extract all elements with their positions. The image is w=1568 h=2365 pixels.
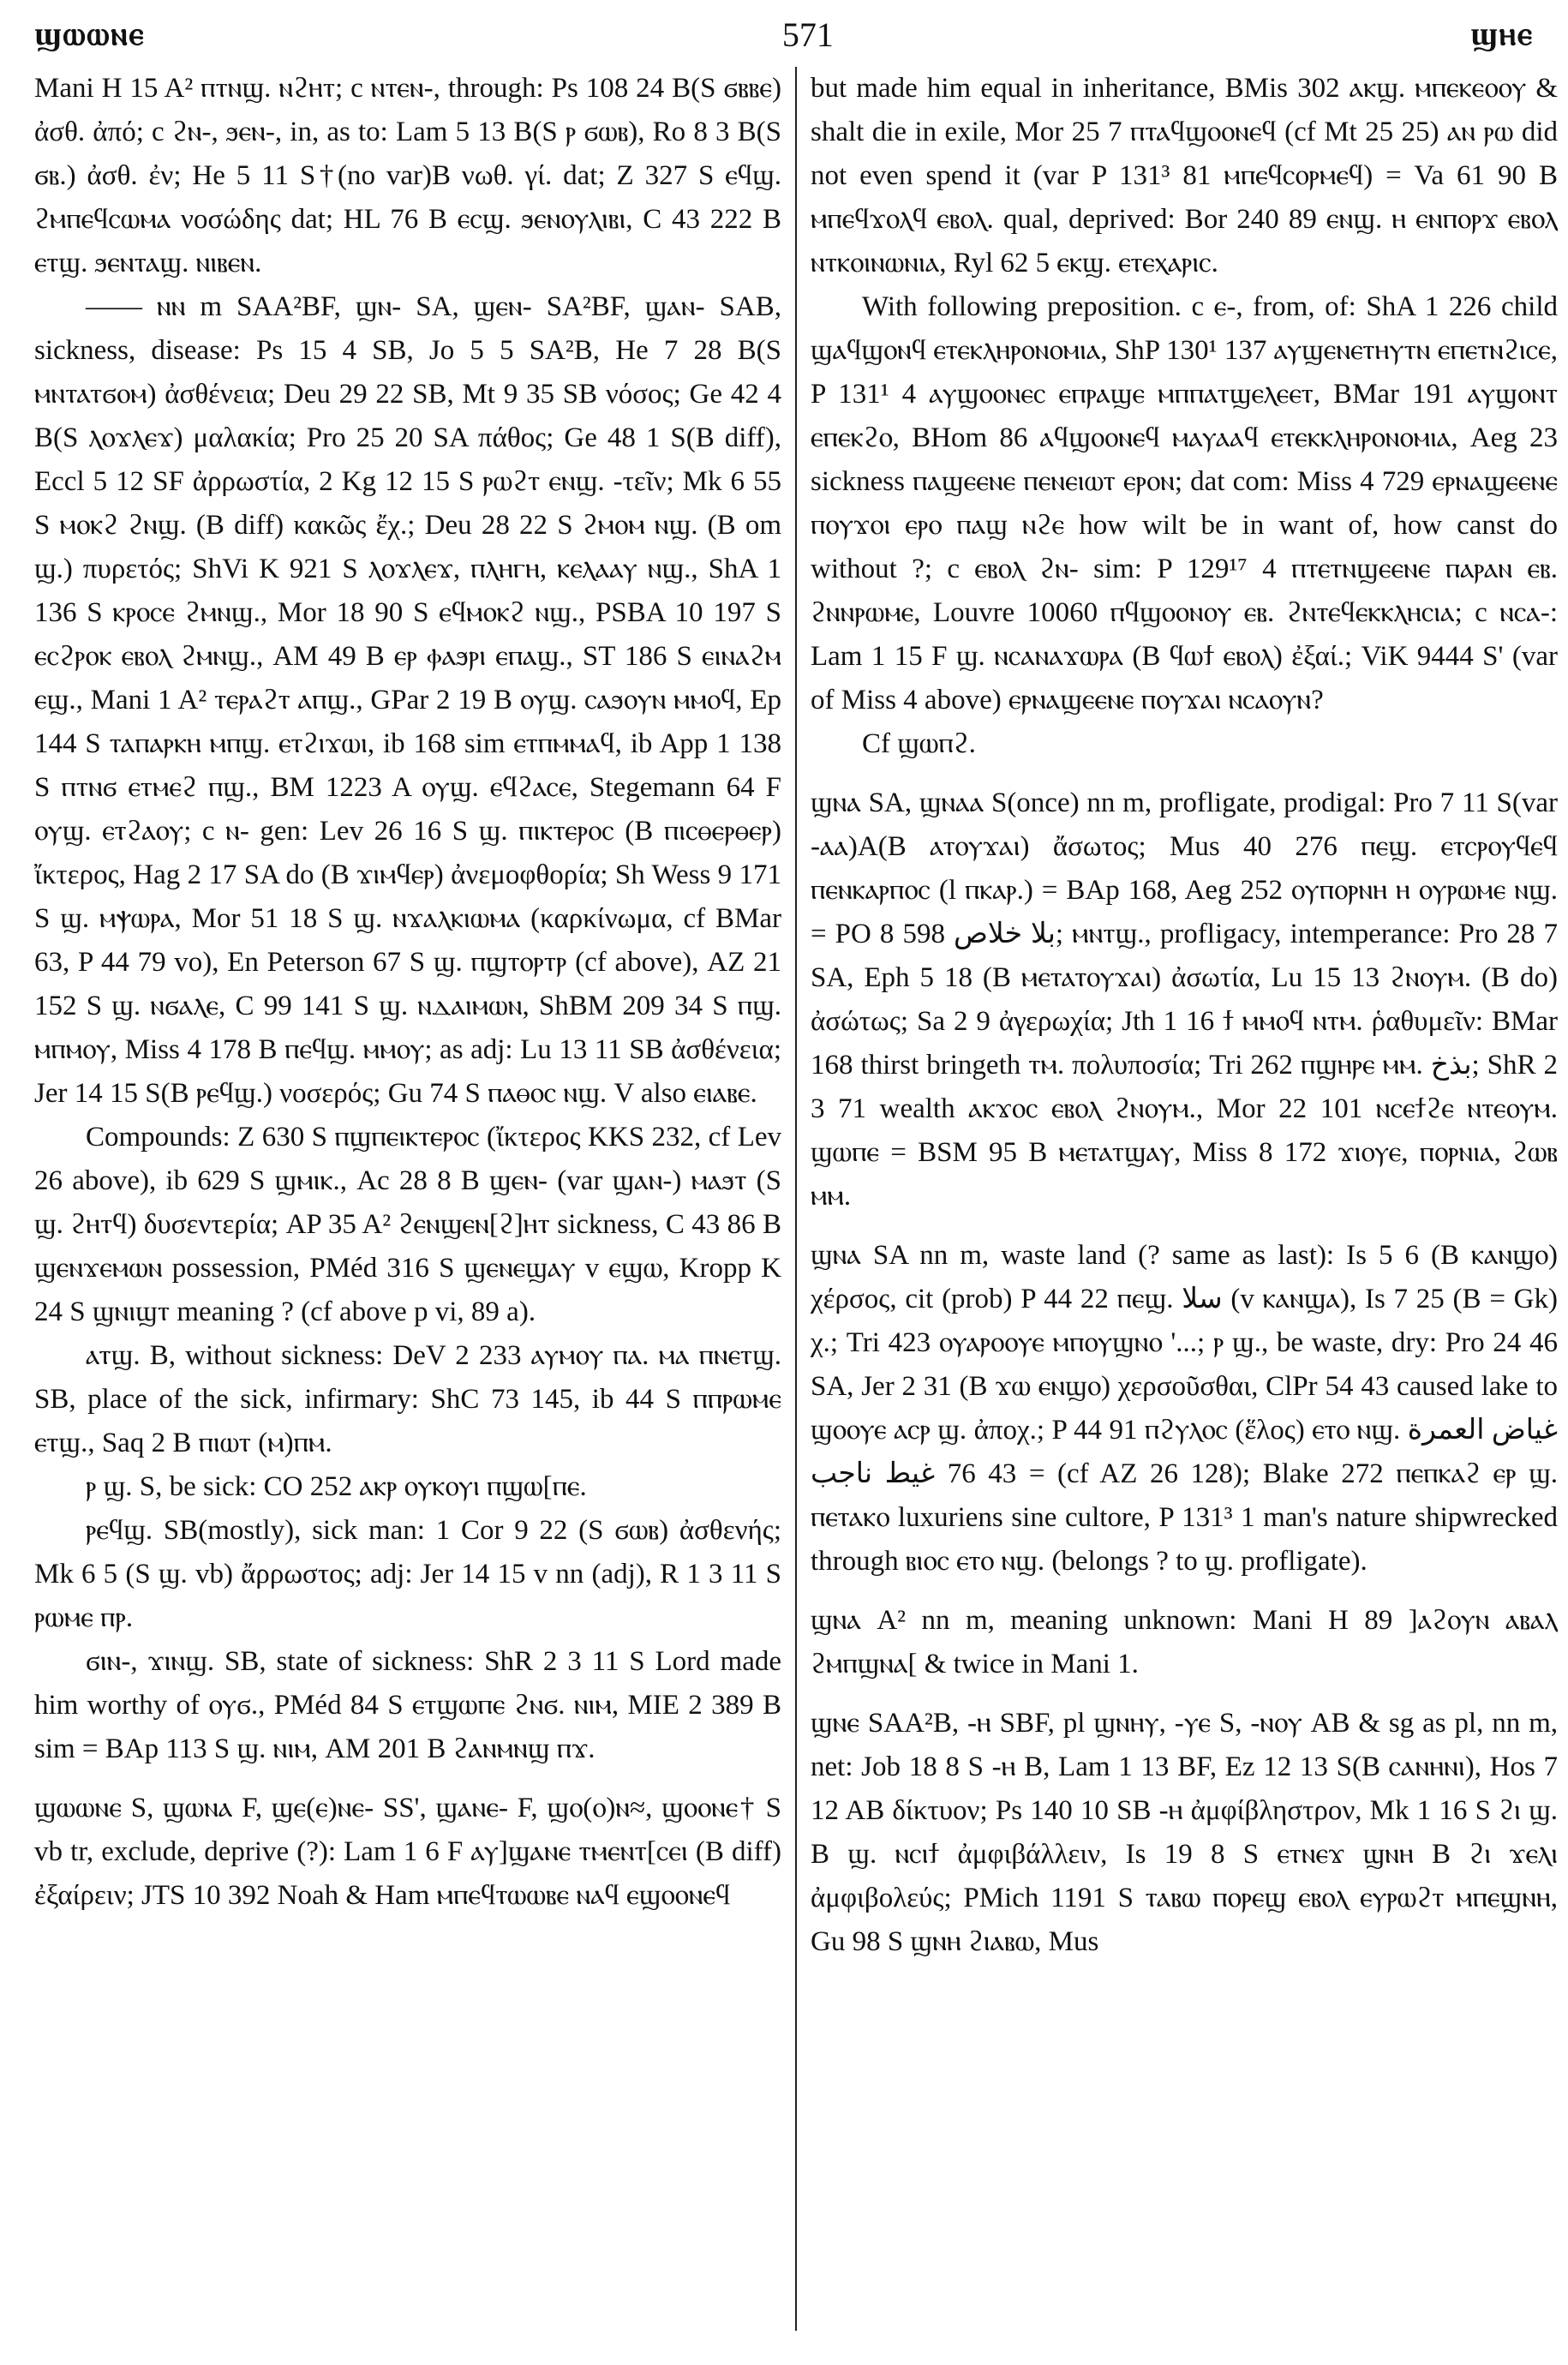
entry-gap	[811, 766, 1558, 781]
left-column	[34, 67, 781, 2331]
entry-paragraph: ϭⲓⲛ-, ϫⲓⲛϣ. SB, state of sickness: ShR 2 3 11 S Lord made him worthy of ⲟⲩϭ., PMéd 84 S ⲉⲧϣⲱⲡⲉ ϩⲛϭ. ⲛⲓⲙ, MIE 2 389 B sim = BAp 113 S ϣ. ⲛⲓⲙ, AM 201 B ϩⲁⲛⲙⲛϣ ⲡϫ.	[34, 1646, 781, 1764]
entry-paragraph: ⲣ ϣ. S, be sick: CO 252 ⲁⲕⲣ ⲟⲩⲕⲟⲩⲓ ⲡϣⲱ[ⲡⲉ.	[86, 1471, 587, 1502]
entry-paragraph: ϣⲛⲉ SAA²B, -ⲏ SBF, pl ϣⲛⲏⲩ, -ⲩⲉ S, -ⲛⲟⲩ AB & sg as pl, nn m, net: Job 18 8 S -ⲏ B, Lam 1 13 BF, Ez 12 13 S(B ⲥⲁⲛⲏⲛⲓ), Hos 7 12 AB δίκτυον; Ps 140 10 SB -ⲏ ἀμφίβληστρον, Mk 1 16 S ϩⲓ ϣ. B ϣ. ⲛⲥⲓϯ ἀμφιβάλλειν, Is 19 8 S ⲉⲧⲛⲉϫ ϣⲛⲏ B ϩⲓ ϫⲉⲗⲓ ἀμφιβολεύς; PMich 1191 S ⲧⲁⲃⲱ ⲡⲟⲣⲉϣ ⲉⲃⲟⲗ ⲉⲩⲣⲱϩⲧ ⲙⲡⲉϣⲛⲏ, Gu 98 S ϣⲛⲏ ϩⲓⲁⲃⲱ, Mus	[811, 1708, 1558, 1957]
entry-paragraph: but made him equal in inheritance, BMis 302 ⲁⲕϣ. ⲙⲡⲉⲕⲉⲟⲟⲩ & shalt die in exile, Mor 25 7 ⲡⲧⲁϥϣⲟⲟⲛⲉϥ (cf Mt 25 25) ⲁⲛ ⲣⲱ did not even spend it (var P 131³ 81 ⲙⲡⲉϥⲥⲟⲣⲙⲉϥ) = Va 61 90 B ⲙⲡⲉϥϫⲟⲗϥ ⲉⲃⲟⲗ. qual, deprived: Bor 240 89 ⲉⲛϣ. ⲏ ⲉⲛⲡⲟⲣϫ ⲉⲃⲟⲗ ⲛⲧⲕⲟⲓⲛⲱⲛⲓⲁ, Ryl 62 5 ⲉⲕϣ. ⲉⲧⲉⲭⲁⲣⲓⲥ.	[811, 73, 1558, 278]
entry-paragraph: ϣⲱⲱⲛⲉ S, ϣⲱⲛⲁ F, ϣⲉ(ⲉ)ⲛⲉ- SS', ϣⲁⲛⲉ- F, ϣⲟ(ⲟ)ⲛ≈, ϣⲟⲟⲛⲉ† S vb tr, exclude, deprive (?): Lam 1 6 F ⲁⲩ]ϣⲁⲛⲉ ⲧⲙⲉⲛⲧ[ⲥⲉⲓ (B diff) ἐξαίρειν; JTS 10 392 Noah & Ham ⲙⲡⲉϥⲧⲱⲱⲃⲉ ⲛⲁϥ ⲉϣⲟⲟⲛⲉϥ	[34, 1793, 781, 1911]
entry-paragraph: ⲁⲧϣ. B, without sickness: DeV 2 233 ⲁⲩⲙⲟⲩ ⲡⲁ. ⲙⲁ ⲡⲛⲉⲧϣ. SB, place of the sick, infirmary: ShC 73 145, ib 44 S ⲡⲡⲣⲱⲙⲉ ⲉⲧϣ., Saq 2 B ⲡⲓⲱⲧ (ⲙ)ⲡⲙ.	[34, 1340, 781, 1458]
right-column	[811, 67, 1558, 2331]
entry-paragraph: ϣⲛⲁ SA nn m, waste land (? same as last): Is 5 6 (B ⲕⲁⲛϣⲟ) χέρσος, cit (prob) P 44 22 ⲡⲉϣ. سلا (v ⲕⲁⲛϣⲁ), Is 7 25 (B = Gk) χ.; Tri 423 ⲟⲩⲁⲣⲟⲟⲩⲉ ⲙⲡⲟⲩϣⲛⲟ '...; ⲣ ϣ., be waste, dry: Pro 24 46 SA, Jer 2 31 (B ϫⲱ ⲉⲛϣⲟ) χερσοῦσθαι, ClPr 54 43 caused lake to ϣⲟⲟⲩⲉ ⲁⲥⲣ ϣ. ἀποχ.; P 44 91 ⲡϩⲩⲗⲟⲥ (ἕλος) ⲉⲧⲟ ⲛϣ. غياض العمرة = 43 76 غيط ناجب (cf AZ 26 128); Blake 272 ⲡⲉⲡⲕⲁϩ ⲉⲣ ϣ. ⲡⲉⲧⲁⲕⲟ luxuriens sine cultore, P 131³ 1 man's nature shipwrecked through ⲃⲓⲟⲥ ⲉⲧⲟ ⲛϣ. (belongs ? to ϣ. profligate).	[811, 1240, 1558, 1577]
entry-paragraph: Cf ϣⲱⲡϩ.	[862, 728, 976, 759]
entry-gap	[811, 1686, 1558, 1702]
page-header	[34, 9, 1534, 60]
header-right-headword: ϣⲏⲉ	[1470, 16, 1534, 52]
entry-paragraph: —— ⲛⲛ m SAA²BF, ϣⲛ- SA, ϣⲉⲛ- SA²BF, ϣⲁⲛ- SAB, sickness, disease: Ps 15 4 SB, Jo 5 5 SA²B, He 7 28 B(S ⲙⲛⲧⲁⲧϭⲟⲙ) ἀσθένεια; Deu 29 22 SB, Mt 9 35 SB νόσος; Ge 42 4 B(S ⲗⲟϫⲗⲉϫ) μαλακία; Pro 25 20 SA πάθος; Ge 48 1 S(B diff), Eccl 5 12 SF ἀρρωστία, 2 Kg 12 15 S ⲣⲱϩⲧ ⲉⲛϣ. -τεῖν; Mk 6 55 S ⲙⲟⲕϩ ϩⲛϣ. (B diff) κακῶς ἔχ.; Deu 28 22 S ϩⲙⲟⲙ ⲛϣ. (B om ϣ.) πυρετός; ShVi K 921 S ⲗⲟϫⲗⲉϫ, ⲡⲗⲏⲅⲏ, ⲕⲉⲗⲁⲁⲩ ⲛϣ., ShA 1 136 S ⲕⲣⲟⲥⲉ ϩⲙⲛϣ., Mor 18 90 S ⲉϥⲙⲟⲕϩ ⲛϣ., PSBA 10 197 S ⲉⲥϩⲣⲟⲕ ⲉⲃⲟⲗ ϩⲙⲛϣ., AM 49 B ⲉⲣ ⲫⲁϧⲣⲓ ⲉⲡⲁϣ., ST 186 S ⲉⲓⲛⲁϩⲙ ⲉϣ., Mani 1 A² ⲧⲉⲣⲁϩⲧ ⲁⲡϣ., GPar 2 19 B ⲟⲩϣ. ⲥⲁϧⲟⲩⲛ ⲙⲙⲟϥ, Ep 144 S ⲧⲁⲡⲁⲣⲕⲏ ⲙⲡϣ. ⲉⲧϩⲓϫⲱⲓ, ib 168 sim ⲉⲧⲡⲙⲙⲁϥ, ib App 1 138 S ⲡⲧⲛϭ ⲉⲧⲙⲉϩ ⲡϣ., BM 1223 A ⲟⲩϣ. ⲉϥϩⲁⲥⲉ, Stegemann 64 F ⲟⲩϣ. ⲉⲧϩⲁⲟⲩ; c ⲛ- gen: Lev 26 16 S ϣ. ⲡⲓⲕⲧⲉⲣⲟⲥ (B ⲡⲓⲥⲑⲉⲣⲑⲉⲣ) ἴκτερος, Hag 2 17 SA do (B ϫⲓⲙϥⲉⲣ) ἀνεμοφθορία; Sh Wess 9 171 S ϣ. ⲙⲯⲱⲣⲁ, Mor 51 18 S ϣ. ⲛϫⲁⲗⲕⲓⲱⲙⲁ (καρκίνωμα, cf BMar 63, P 44 79 vo), En Peterson 67 S ϣ. ⲡϣⲧⲟⲣⲧⲣ (cf above), AZ 21 152 S ϣ. ⲛϭⲁⲗⲉ, C 99 141 S ϣ. ⲛⲇⲁⲓⲙⲱⲛ, ShBM 209 34 S ⲡϣ. ⲙⲡⲙⲟⲩ, Miss 4 178 B ⲡⲉϥϣ. ⲙⲙⲟⲩ; as adj: Lu 13 11 SB ἀσθένεια; Jer 14 15 S(B ⲣⲉϥϣ.) νοσερός; Gu 74 S ⲡⲁⲑⲟⲥ ⲛϣ. V also ⲉⲓⲁⲃⲉ.	[34, 291, 781, 1109]
entry-paragraph: Compounds: Z 630 S ⲡϣⲡⲉⲓⲕⲧⲉⲣⲟⲥ (ἴκτερος KKS 232, cf Lev 26 above), ib 629 S ϣⲙⲓⲕ., Ac 28 8 B ϣⲉⲛ- (var ϣⲁⲛ-) ⲙⲁϧⲧ (S ϣ. ϩⲏⲧϥ) δυσεντερία; AP 35 A² ϩⲉⲛϣⲉⲛ[ϩ]ⲏⲧ sickness, C 43 86 B ϣⲉⲛϫⲉⲙⲱⲛ possession, PMéd 316 S ϣⲉⲛⲉϣⲁⲩ v ⲉϣⲱ, Kropp K 24 S ϣⲛⲓϣⲧ meaning ? (cf above p vi, 89 a).	[34, 1122, 781, 1327]
entry-paragraph: With following preposition. c ⲉ-, from, of: ShA 1 226 child ϣⲁϥϣⲟⲛϥ ⲉⲧⲉⲕⲗⲏⲣⲟⲛⲟⲙⲓⲁ, ShP 130¹ 137 ⲁⲩϣⲉⲛⲉⲧⲏⲩⲧⲛ ⲉⲡⲉⲧⲛϩⲓⲥⲉ, P 131¹ 4 ⲁⲩϣⲟⲟⲛⲉⲥ ⲉⲡⲣⲁϣⲉ ⲙⲡⲡⲁⲧϣⲉⲗⲉⲉⲧ, BMar 191 ⲁⲩϣⲟⲛⲧ ⲉⲡⲉⲕϩⲟ, BHom 86 ⲁϥϣⲟⲟⲛⲉϥ ⲙⲁⲩⲁⲁϥ ⲉⲧⲉⲕⲕⲗⲏⲣⲟⲛⲟⲙⲓⲁ, Aeg 23 sickness ⲡⲁϣⲉⲉⲛⲉ ⲡⲉⲛⲉⲓⲱⲧ ⲉⲣⲟⲛ; dat com: Miss 4 729 ⲉⲣⲛⲁϣⲉⲉⲛⲉ ⲡⲟⲩϫⲟⲓ ⲉⲣⲟ ⲡⲁϣ ⲛϩⲉ how wilt be in want of, how canst do without ?; c ⲉⲃⲟⲗ ϩⲛ- sim: P 129¹⁷ 4 ⲡⲧⲉⲧⲛϣⲉⲉⲛⲉ ⲡⲁⲣⲁⲛ ⲉⲃ. ϩⲛⲛⲣⲱⲙⲉ, Louvre 10060 ⲡϥϣⲟⲟⲛⲟⲩ ⲉⲃ. ϩⲛⲧⲉϥⲉⲕⲕⲗⲏⲥⲓⲁ; c ⲛⲥⲁ-: Lam 1 15 F ϣ. ⲛⲥⲁⲛⲁϫⲱⲣⲁ (B ϥⲱϯ ⲉⲃⲟⲗ) ἐξαί.; ViK 9444 S' (var of Miss 4 above) ⲉⲣⲛⲁϣⲉⲉⲛⲉ ⲡⲟⲩϫⲁⲓ ⲛⲥⲁⲟⲩⲛ?	[811, 291, 1558, 715]
entry-gap	[34, 1771, 781, 1787]
column-divider	[795, 67, 797, 2331]
entry-paragraph: Mani H 15 A² ⲡⲧⲛϣ. ⲛϩⲏⲧ; c ⲛⲧⲉⲛ-, through: Ps 108 24 B(S ϭⲃⲃⲉ) ἀσθ. ἀπό; c ϩⲛ-, ϧⲉⲛ-, in, as to: Lam 5 13 B(S ⲣ ϭⲱⲃ), Ro 8 3 B(S ϭⲃ.) ἀσθ. ἐν; He 5 11 S†(no var)B νωθ. γί. dat; Z 327 S ⲉϥϣ. ϩⲙⲡⲉϥⲥⲱⲙⲁ νοσώδης dat; HL 76 B ⲉⲥϣ. ϧⲉⲛⲟⲩⲗⲓⲃⲓ, C 43 222 B ⲉⲧϣ. ϧⲉⲛⲧⲁϣ. ⲛⲓⲃⲉⲛ.	[34, 73, 781, 278]
entry-gap	[811, 1584, 1558, 1599]
entry-paragraph: ϣⲛⲁ A² nn m, meaning unknown: Mani H 89 ]ⲁϩⲟⲩⲛ ⲁⲃⲁⲗ ϩⲙⲡϣⲛⲁ[ & twice in Mani 1.	[811, 1605, 1558, 1679]
entry-paragraph: ⲣⲉϥϣ. SB(mostly), sick man: 1 Cor 9 22 (S ϭⲱⲃ) ἀσθενής; Mk 6 5 (S ϣ. vb) ἄρρωστος; adj: Jer 14 15 v nn (adj), R 1 3 11 S ⲣⲱⲙⲉ ⲡⲣ.	[34, 1515, 781, 1633]
entry-gap	[811, 1218, 1558, 1234]
entry-paragraph: ϣⲛⲁ SA, ϣⲛⲁⲁ S(once) nn m, profligate, prodigal: Pro 7 11 S(var -ⲁⲁ)A(B ⲁⲧⲟⲩϫⲁⲓ) ἄσωτος; Mus 40 276 ⲡⲉϣ. ⲉⲧⲥⲣⲟⲩϥⲉϥ ⲡⲉⲛⲕⲁⲣⲡⲟⲥ (l ⲡⲕⲁⲣ.) = BAp 168, Aeg 252 ⲟⲩⲡⲟⲣⲛⲏ ⲏ ⲟⲩⲣⲱⲙⲉ ⲛϣ. = PO 8 598 بلا خلاص; ⲙⲛⲧϣ., profligacy, intemperance: Pro 28 7 SA, Eph 5 18 (B ⲙⲉⲧⲁⲧⲟⲩϫⲁⲓ) ἀσωτία, Lu 15 13 ϩⲛⲟⲩⲙ. (B do) ἀσώτως; Sa 2 9 ἀγερωχία; Jth 1 16 ϯ ⲙⲙⲟϥ ⲛⲧⲙ. ῥαθυμεῖν: BMar 168 thirst bringeth ⲧⲙ. πολυποσία; Tri 262 ⲡϣⲏⲣⲉ ⲙⲙ. بذخ; ShR 2 3 71 wealth ⲁⲕϫⲟⲥ ⲉⲃⲟⲗ ϩⲛⲟⲩⲙ., Mor 22 101 ⲛⲥⲉϯϩⲉ ⲛⲧⲉⲟⲩⲙ. ϣⲱⲡⲉ = BSM 95 B ⲙⲉⲧⲁⲧϣⲁⲩ, Miss 8 172 ϫⲓⲟⲩⲉ, ⲡⲟⲣⲛⲓⲁ, ϩⲱⲃ ⲙⲙ.	[811, 787, 1558, 1212]
header-left-headword: ϣⲱⲱⲛⲉ	[34, 16, 146, 52]
page-number: 571	[781, 15, 834, 54]
